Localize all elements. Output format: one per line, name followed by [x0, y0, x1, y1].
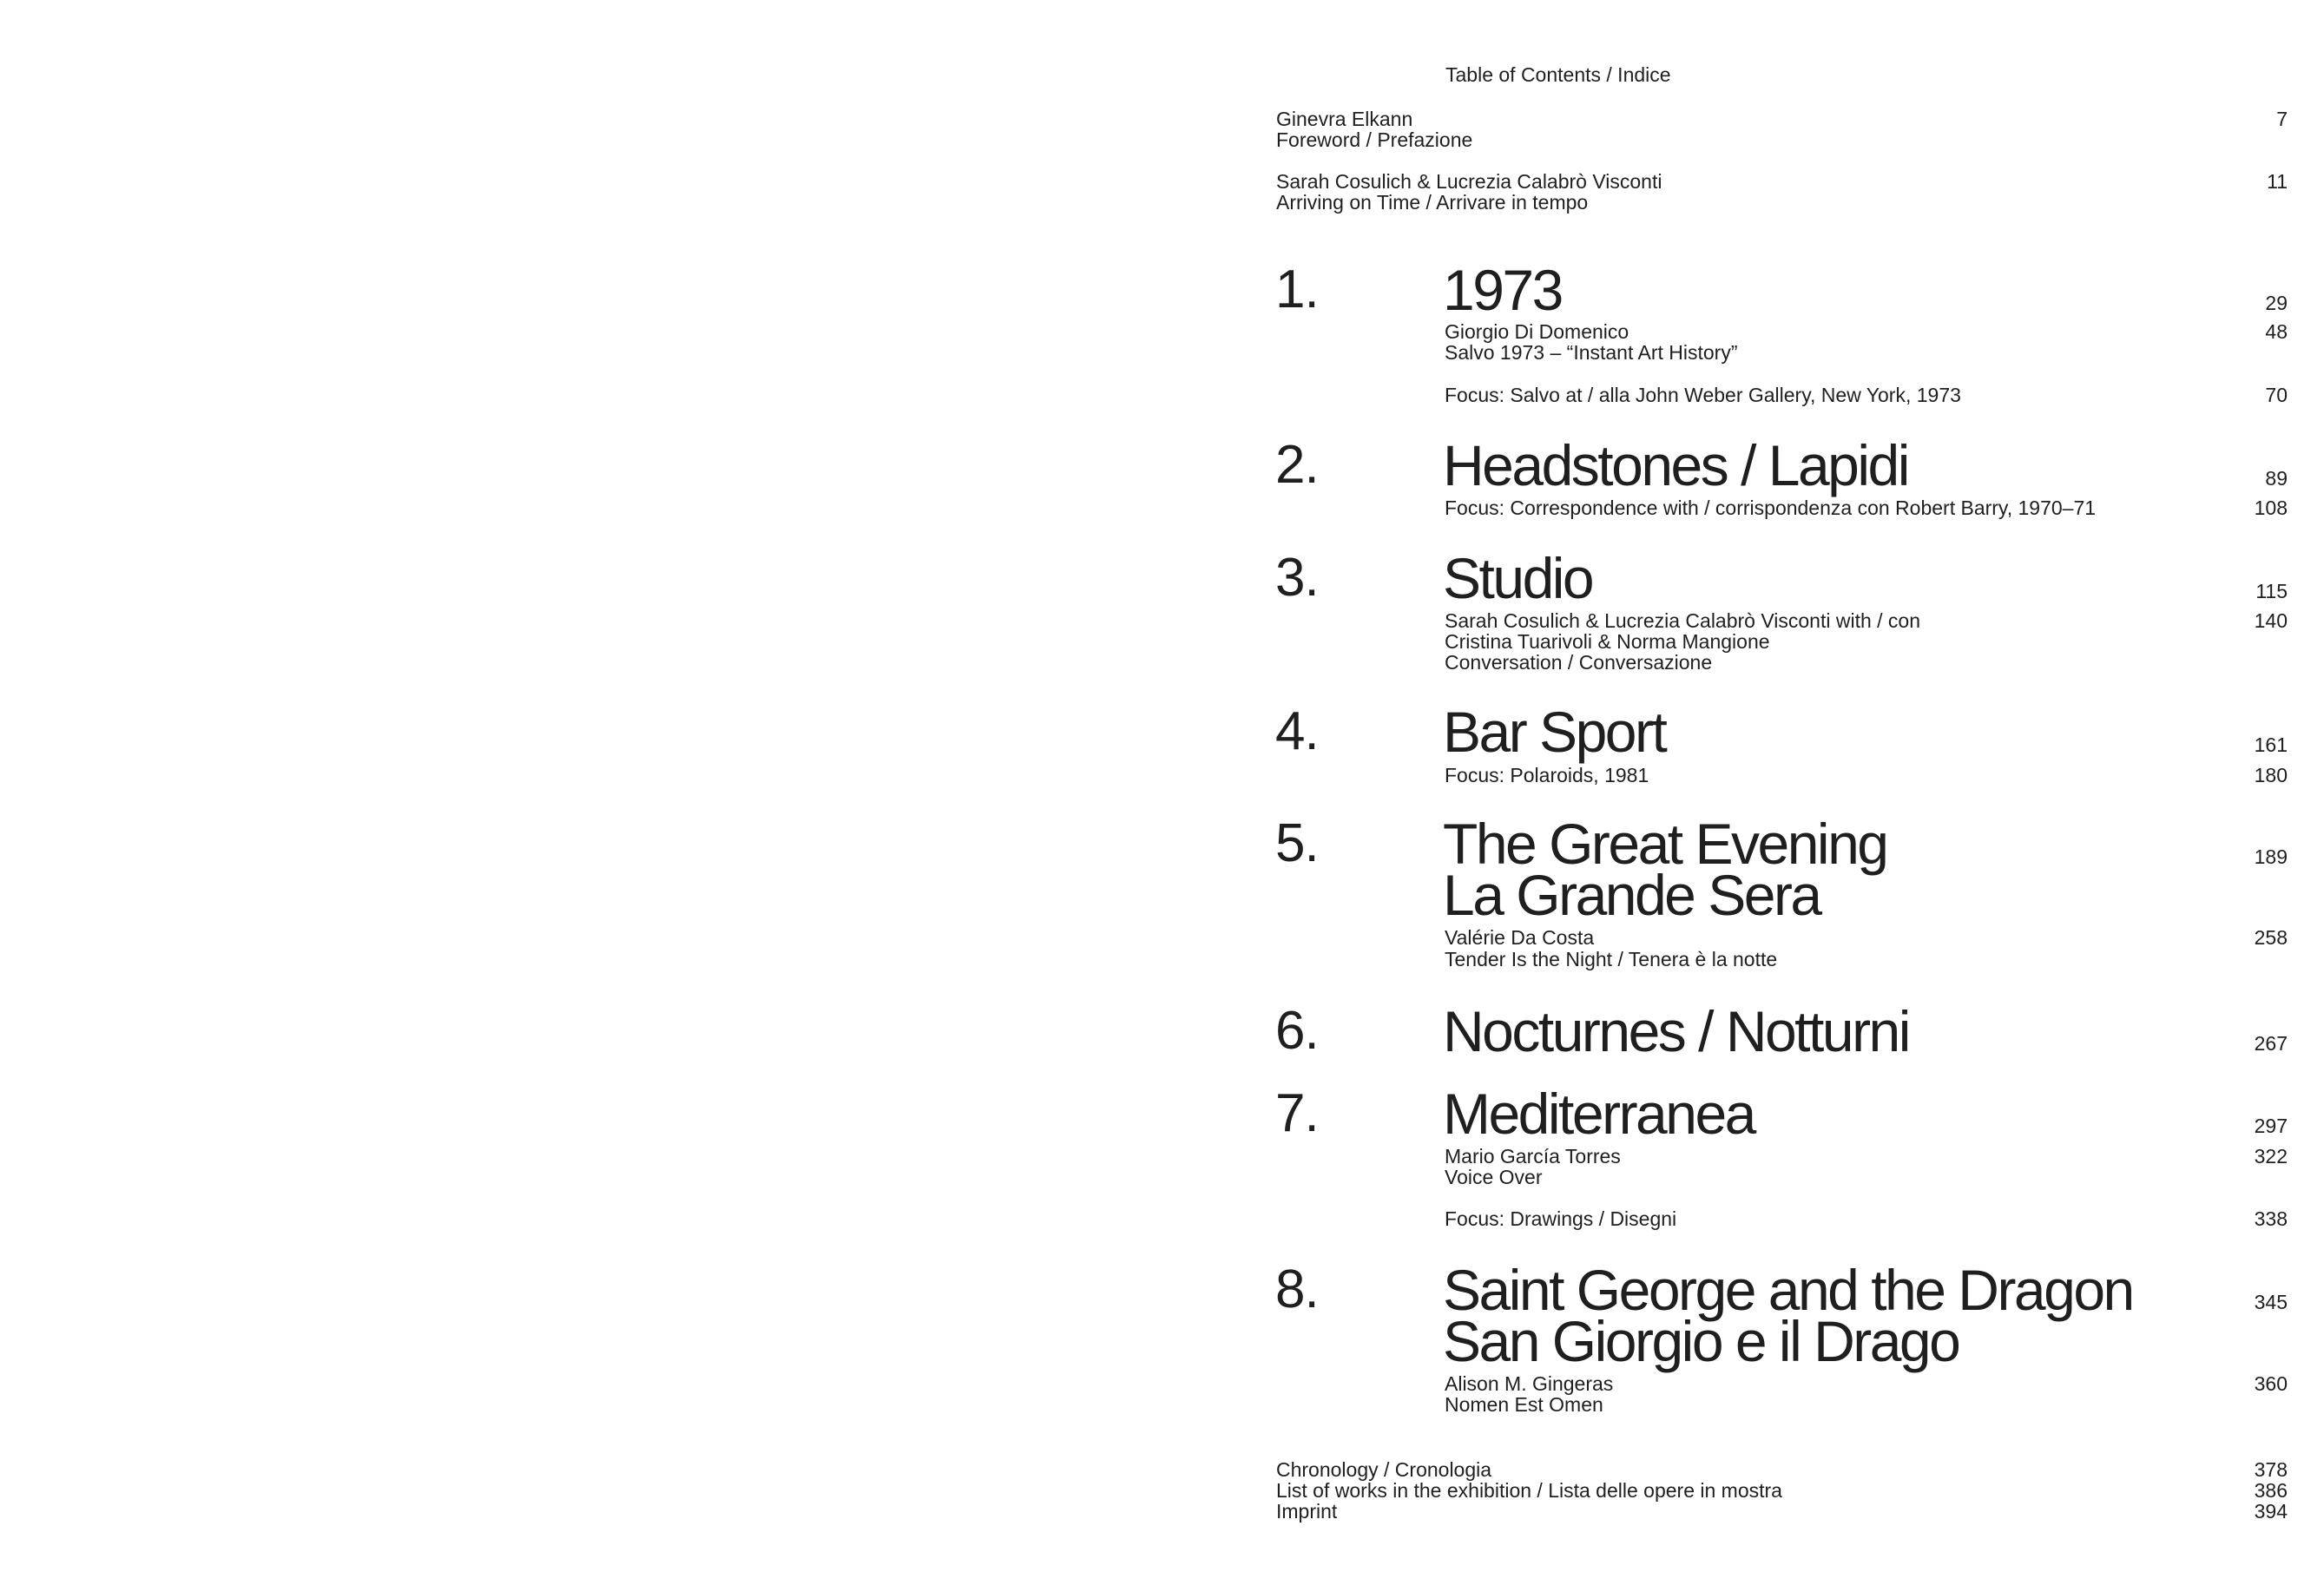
page-number: 378	[2254, 1458, 2288, 1481]
chapter-number: 2.	[1275, 435, 1319, 495]
chapter-page-number: 89	[2265, 467, 2288, 490]
page-number: 70	[2265, 384, 2288, 406]
page-number: 386	[2254, 1479, 2288, 1502]
page-number: 338	[2254, 1207, 2288, 1230]
chapter-title-translation: La Grande Sera	[1443, 863, 1820, 927]
chapter-number: 7.	[1275, 1083, 1319, 1143]
chapter-page-number: 297	[2254, 1115, 2288, 1137]
page-number: 180	[2254, 764, 2288, 786]
entry-title: Tender Is the Night / Tenera è la notte	[1445, 948, 1778, 970]
back-matter-entry: Imprint	[1276, 1500, 1338, 1523]
chapter-number: 4.	[1275, 701, 1319, 761]
chapter-title: Studio	[1443, 546, 1593, 610]
front-entry-title: Foreword / Prefazione	[1276, 128, 1473, 151]
entry-author: Valérie Da Costa	[1445, 926, 1595, 949]
chapter-title: Headstones / Lapidi	[1443, 433, 1908, 497]
entry-title: Voice Over	[1445, 1166, 1543, 1188]
entry-author: Mario García Torres	[1445, 1145, 1621, 1167]
entry-title: Salvo 1973 – “Instant Art History”	[1445, 341, 1738, 364]
page-number: 11	[2267, 170, 2288, 193]
focus-entry: Focus: Polaroids, 1981	[1445, 764, 1649, 786]
focus-entry: Focus: Drawings / Disegni	[1445, 1207, 1677, 1230]
front-entry-author: Ginevra Elkann	[1276, 108, 1413, 130]
chapter-title-translation: San Giorgio e il Drago	[1443, 1309, 1959, 1373]
entry-author: Alison M. Gingeras	[1445, 1372, 1614, 1395]
page-number: 394	[2254, 1500, 2288, 1523]
chapter-title: Nocturnes / Notturni	[1443, 999, 1909, 1063]
chapter-page-number: 267	[2254, 1032, 2288, 1055]
chapter-title: The Great Evening	[1443, 812, 1887, 876]
entry-author: Giorgio Di Domenico	[1445, 320, 1629, 343]
toc-heading: Table of Contents / Indice	[1445, 63, 1671, 86]
chapter-title: Saint George and the Dragon	[1443, 1258, 2133, 1322]
front-entry-title: Arriving on Time / Arrivare in tempo	[1276, 191, 1589, 214]
page-number: 322	[2254, 1145, 2288, 1167]
chapter-page-number: 189	[2254, 845, 2288, 868]
chapter-title: Bar Sport	[1443, 700, 1666, 764]
focus-entry: Focus: Salvo at / alla John Weber Gallery, New York, 1973	[1445, 384, 1961, 406]
front-entry-author: Sarah Cosulich & Lucrezia Calabrò Visconti	[1276, 170, 1662, 193]
chapter-number: 8.	[1275, 1260, 1319, 1319]
focus-entry: Focus: Correspondence with / corrispondenza con Robert Barry, 1970–71	[1445, 497, 2097, 519]
chapter-title: 1973	[1443, 258, 1562, 322]
chapter-page-number: 161	[2254, 733, 2288, 756]
chapter-title: Mediterranea	[1443, 1082, 1755, 1146]
entry-title: Conversation / Conversazione	[1445, 651, 1713, 674]
back-matter-entry: List of works in the exhibition / Lista delle opere in mostra	[1276, 1479, 1782, 1502]
entry-title: Nomen Est Omen	[1445, 1393, 1603, 1416]
page-number: 360	[2254, 1372, 2288, 1395]
chapter-number: 1.	[1275, 260, 1319, 319]
chapter-page-number: 115	[2255, 580, 2288, 602]
page-number: 140	[2254, 609, 2288, 632]
chapter-page-number: 29	[2265, 292, 2288, 314]
back-matter-entry: Chronology / Cronologia	[1276, 1458, 1492, 1481]
chapter-number: 6.	[1275, 1001, 1319, 1061]
chapter-page-number: 345	[2254, 1291, 2288, 1313]
entry-author: Sarah Cosulich & Lucrezia Calabrò Visconti with / con	[1445, 609, 1921, 632]
page-number: 258	[2254, 926, 2288, 949]
page-number: 108	[2254, 497, 2288, 519]
chapter-number: 5.	[1275, 813, 1319, 873]
entry-author: Cristina Tuarivoli & Norma Mangione	[1445, 630, 1770, 653]
chapter-number: 3.	[1275, 548, 1319, 608]
page-number: 7	[2276, 108, 2288, 130]
page-number: 48	[2265, 320, 2288, 343]
